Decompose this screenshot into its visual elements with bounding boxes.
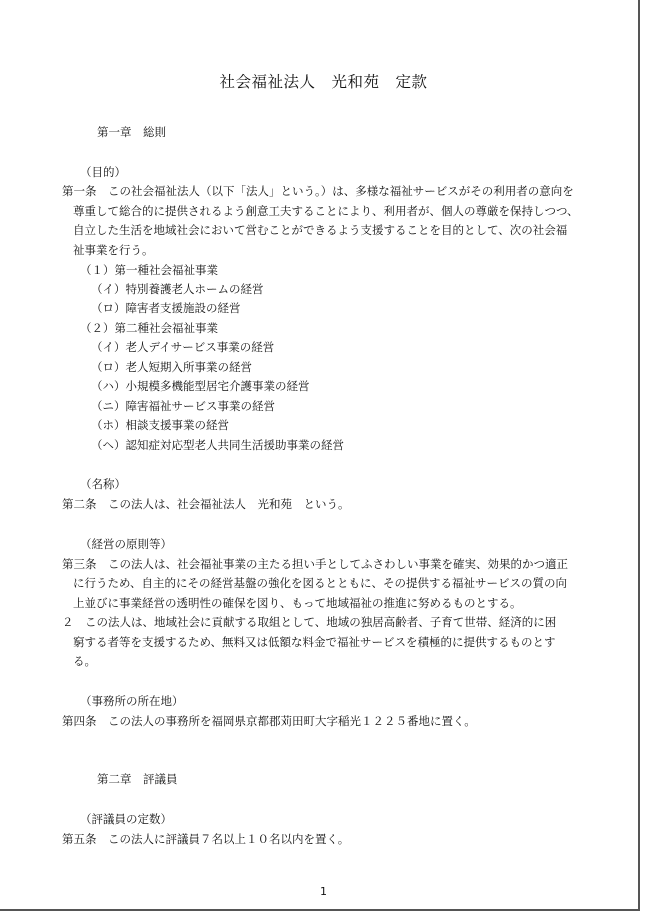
article-1-line-4: 祉事業を行う。 — [73, 243, 154, 257]
list-item: （ロ）障害者支援施設の経営 — [91, 301, 241, 315]
article-1-line-3: 自立した生活を地域社会において営むことができるよう支援することを目的として、次の社会福 — [73, 223, 568, 237]
list-item: （ハ）小規模多機能型居宅介護事業の経営 — [91, 379, 310, 393]
article-2-line: 第二条 この法人は、社会福祉法人 光和苑 という。 — [62, 497, 350, 511]
article-3-paragraph-2-line-1: ２ この法人は、地域社会に貢献する取組として、地域の独居高齢者、子育て世帯、経済的に困 — [62, 615, 557, 629]
list-item: （ホ）相談支援事業の経営 — [91, 418, 229, 432]
chapter-2-heading: 第二章 評議員 — [97, 772, 178, 786]
article-1-line-2: 尊重して総合的に提供されるよう創意工夫することにより、利用者が、個人の尊厳を保持しつつ、 — [73, 204, 579, 218]
article-3-paragraph-2-line-3: る。 — [73, 654, 96, 668]
list-item: （イ）老人デイサービス事業の経営 — [91, 340, 275, 354]
article-5-line: 第五条 この法人に評議員７名以上１０名以内を置く。 — [62, 832, 350, 846]
article-1-line-1: 第一条 この社会福祉法人（以下「法人」という。）は、多様な福祉サービスがその利用者の意向を — [62, 184, 574, 198]
list-item: （ヘ）認知症対応型老人共同生活援助事業の経営 — [91, 438, 344, 452]
page-number: 1 — [320, 885, 327, 898]
article-5-caption: （評議員の定数） — [80, 812, 172, 826]
list-item-category-1: （１）第一種社会福祉事業 — [80, 263, 218, 277]
article-4-caption: （事務所の所在地） — [80, 694, 184, 708]
chapter-1-heading: 第一章 総則 — [97, 125, 166, 139]
list-item: （イ）特別養護老人ホームの経営 — [91, 282, 264, 296]
list-item: （ロ）老人短期入所事業の経営 — [91, 360, 252, 374]
article-3-line-3: 上並びに事業経営の透明性の確保を図り、もって地域福祉の推進に努めるものとする。 — [73, 596, 522, 610]
article-1-caption: （目的） — [80, 165, 126, 179]
article-4-line: 第四条 この法人の事務所を福岡県京都郡苅田町大字稲光１２２５番地に置く。 — [62, 714, 476, 728]
article-3-line-1: 第三条 この法人は、社会福祉事業の主たる担い手としてふさわしい事業を確実、効果的かつ適正 — [62, 557, 568, 571]
list-item-category-2: （２）第二種社会福祉事業 — [80, 321, 218, 335]
article-3-line-2: に行うため、自主的にその経営基盤の強化を図るとともに、その提供する福祉サービスの質の向 — [73, 576, 568, 590]
document-title: 社会福祉法人 光和苑 定款 — [219, 73, 428, 91]
list-item: （ニ）障害福祉サービス事業の経営 — [91, 399, 275, 413]
article-3-paragraph-2-line-2: 窮する者等を支援するため、無料又は低額な料金で福祉サービスを積極的に提供するものとす — [73, 635, 556, 649]
article-3-caption: （経営の原則等） — [80, 537, 172, 551]
article-2-caption: （名称） — [80, 477, 126, 491]
